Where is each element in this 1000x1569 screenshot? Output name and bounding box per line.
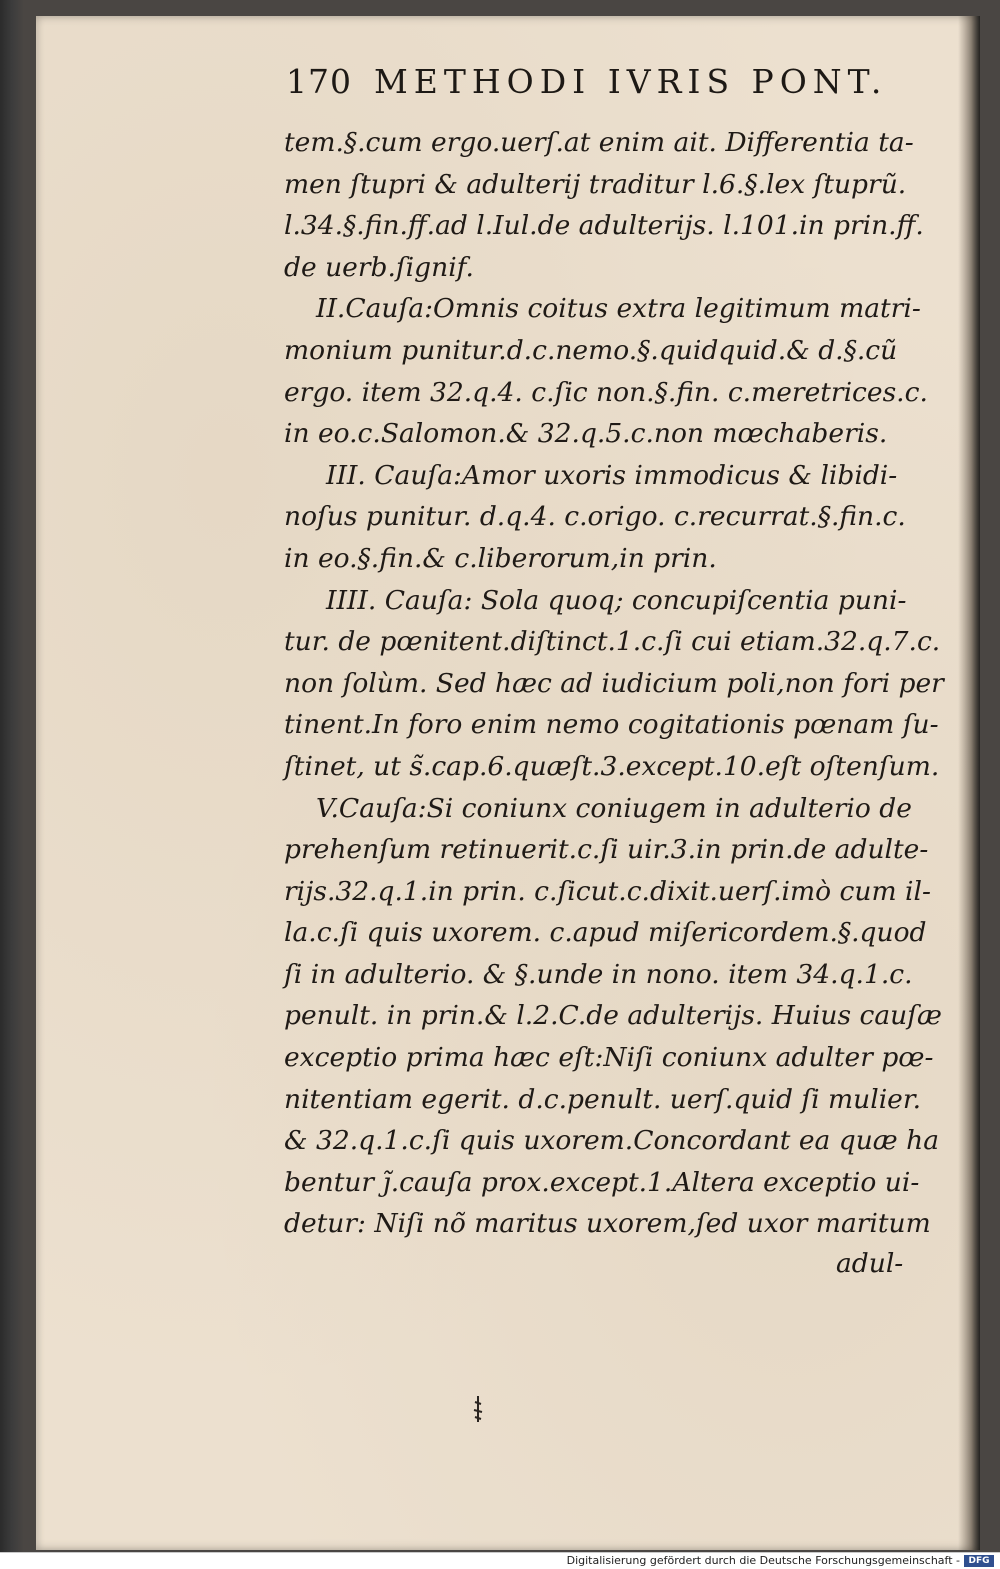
text-line: nitentiam egerit. d.c.penult. uerſ.quid ſi mulier.	[284, 1083, 922, 1115]
page-edge-shadow	[958, 16, 980, 1550]
page-number: 170	[286, 62, 352, 101]
text-line: exceptio prima hæc eſt:Niſi coniunx adulter pœ-	[284, 1042, 934, 1074]
running-title: METHODI IVRIS PONT.	[374, 62, 888, 101]
text-line: ſtinet, ut s̃.cap.6.quæſt.3.except.10.eſt oſtenſum.	[284, 750, 940, 782]
text-line: men ſtupri & adulterij traditur l.6.§.lex ſtuprũ.	[284, 168, 907, 200]
text-line: & 32.q.1.c.ſi quis uxorem.Concordant ea quæ ha	[284, 1125, 939, 1157]
text-line: tur. de pœnitent.diſtinct.1.c.ſi cui etiam.32.q.7.c.	[284, 626, 941, 658]
printer-mark-icon	[472, 1394, 484, 1424]
text-line: noſus punitur. d.q.4. c.origo. c.recurrat.§.fin.c.	[284, 501, 906, 533]
text-line: ſi in adulterio. & §.unde in nono. item 34.q.1.c.	[284, 958, 913, 990]
text-line: rijs.32.q.1.in prin. c.ſicut.c.dixit.uerſ.imò cum il-	[284, 875, 931, 907]
text-line: prehenſum retinuerit.c.ſi uir.3.in prin.de adulte-	[284, 834, 929, 866]
text-line: tem.§.cum ergo.uerſ.at enim ait. Differentia ta-	[284, 127, 914, 158]
text-line: tinent.In foro enim nemo cogitationis pœnam ſu-	[284, 709, 939, 741]
text-line: in eo.c.Salomon.& 32.q.5.c.non mœchaberis.	[284, 418, 888, 450]
text-line: ergo. item 32.q.4. c.ſic non.§.fin. c.meretrices.c.	[284, 376, 928, 408]
catchword: adul-	[836, 1248, 904, 1279]
body-text	[284, 122, 944, 1245]
text-line: l.34.§.fin.ff.ad l.Iul.de adulterijs. l.101.in prin.ff.	[284, 210, 924, 242]
text-line: IIII. Cauſa: Sola quoq; concupiſcentia puni-	[326, 584, 907, 616]
text-line: II.Cauſa:Omnis coitus extra legitimum matri-	[316, 293, 921, 325]
text-line: V.Cauſa:Si coniunx coniugem in adulterio de	[316, 792, 912, 824]
text-line: la.c.ſi quis uxorem. c.apud miſericordem.§.quod	[284, 917, 927, 949]
text-line: III. Cauſa:Amor uxoris immodicus & libidi-	[326, 459, 898, 491]
funding-credit: Digitalisierung gefördert durch die Deutsche Forschungsgemeinschaft -	[566, 1554, 960, 1567]
text-line: monium punitur.d.c.nemo.§.quidquid.& d.§.cũ	[284, 334, 898, 366]
running-head	[286, 62, 906, 122]
dfg-logo: DFG	[964, 1555, 994, 1567]
text-line: in eo.§.fin.& c.liberorum,in prin.	[284, 542, 717, 574]
text-line: penult. in prin.& l.2.C.de adulterijs. Huius cauſæ	[284, 1000, 942, 1032]
text-line: de uerb.ſignif.	[284, 251, 474, 283]
text-line: bentur j̃.cauſa prox.except.1.Altera exceptio ui-	[284, 1166, 920, 1198]
text-line: detur: Niſi nõ maritus uxorem,ſed uxor maritum	[284, 1208, 931, 1240]
text-line: non ſolùm. Sed hæc ad iudicium poli,non fori per	[284, 667, 944, 699]
footer-bar	[0, 1552, 1000, 1569]
